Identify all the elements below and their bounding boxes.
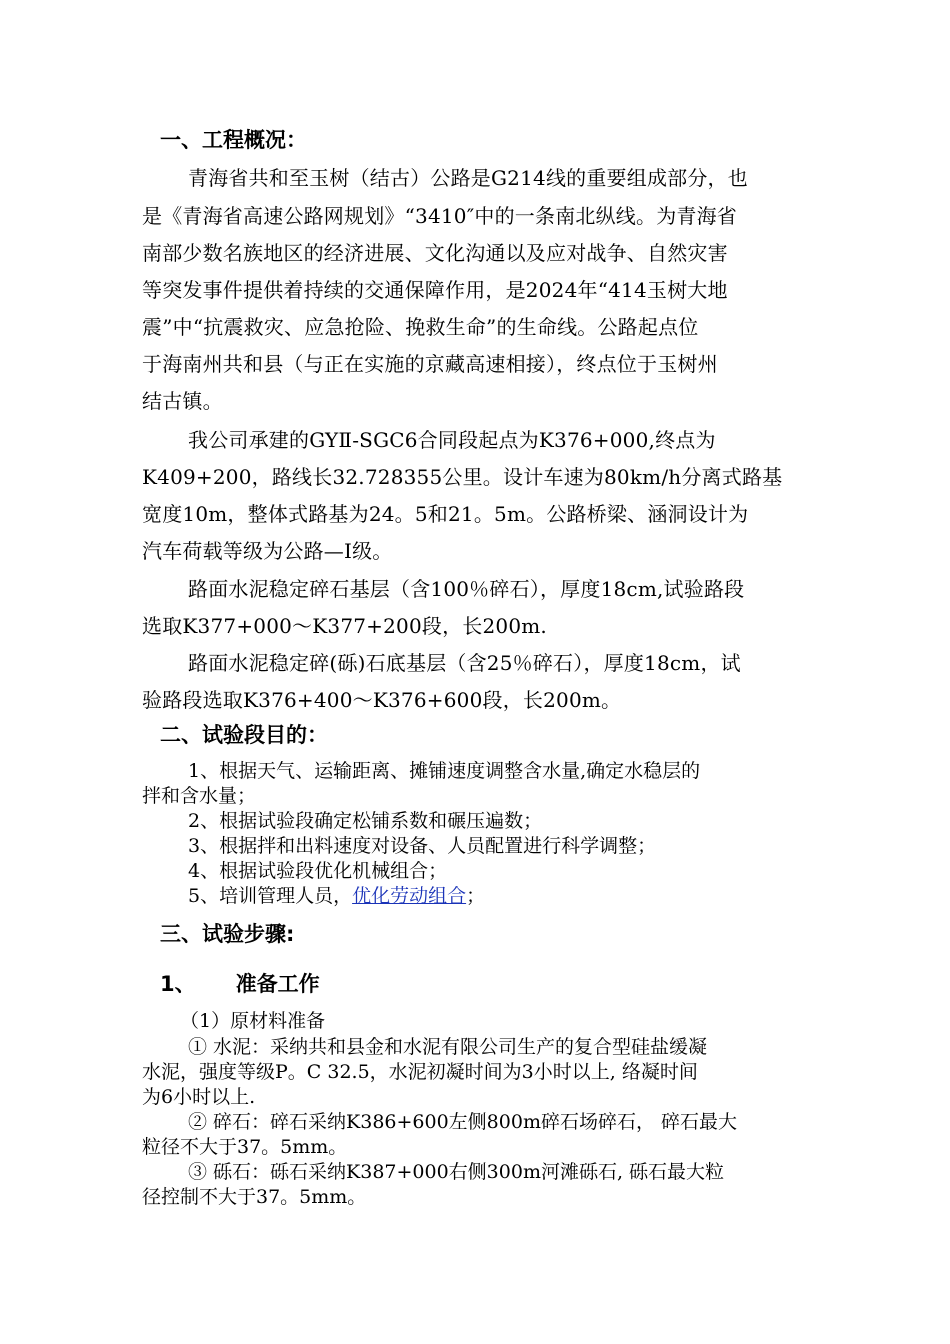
text-line: K409+200，路线长32.728355公里。设计车速为80km/h分离式路基 <box>142 465 783 489</box>
subsection-heading-preparation <box>160 968 320 998</box>
text-line: 南部少数名族地区的经济进展、文化沟通以及应对战争、自然灾害 <box>142 241 728 265</box>
list-item-text: 5、培训管理人员， <box>188 885 353 907</box>
materials-title: （1）原材料准备 <box>180 1010 326 1032</box>
text-line: 为6小时以上. <box>142 1086 256 1108</box>
section-heading-steps: 三、试验步骤: <box>160 922 295 946</box>
text-line: 水泥，强度等级P。C 32.5，水泥初凝时间为3小时以上, 络凝时间 <box>142 1061 698 1083</box>
text-line: 宽度10m，整体式路基为24。5和21。5m。公路桥梁、涵洞设计为 <box>142 502 749 526</box>
text-line: 径控制不大于37。5mm。 <box>142 1186 367 1208</box>
list-item: 4、根据试验段优化机械组合； <box>188 860 448 882</box>
text-line: 路面水泥稳定碎石基层（含100％碎石），厚度18cm,试验路段 <box>188 577 745 601</box>
text-line: 是《青海省高速公路网规划》“3410″中的一条南北纵线。为青海省 <box>142 204 737 228</box>
text-line: 选取K377+000～K377+200段，长200m. <box>142 614 547 638</box>
section-heading-overview: 一、工程概况： <box>160 128 307 152</box>
text-line: 青海省共和至玉树（结古）公路是G214线的重要组成部分，也 <box>188 166 748 190</box>
text-line: 验路段选取K376+400～K376+600段，长200m。 <box>142 688 622 712</box>
text-line: 我公司承建的GYⅡ-SGC6合同段起点为K376+000,终点为 <box>188 428 716 452</box>
list-item: 1、根据天气、运输距离、摊铺速度调整含水量,确定水稳层的 <box>188 760 701 782</box>
section-heading-purpose: 二、试验段目的： <box>160 723 328 747</box>
text-line: 汽车荷载等级为公路—Ⅰ级。 <box>142 539 393 563</box>
subsection-title: 准备工作 <box>235 972 320 996</box>
labor-combination-link[interactable]: 优化劳动组合 <box>352 885 467 907</box>
text-line: ③ 砾石：砾石采纳K387+000右侧300m河滩砾石, 砾石最大粒 <box>188 1161 725 1183</box>
text-line: 结古镇。 <box>142 389 223 413</box>
text-line: ② 碎石：碎石采纳K386+600左侧800m碎石场碎石， 碎石最大 <box>188 1111 738 1133</box>
list-item: 3、根据拌和出料速度对设备、人员配置进行科学调整； <box>188 835 657 857</box>
list-item-text: ； <box>466 885 486 907</box>
text-line: 震”中“抗震救灾、应急抢险、挽救生命”的生命线。公路起点位 <box>142 315 699 339</box>
list-item-continuation: 拌和含水量； <box>142 785 257 807</box>
list-item: 2、根据试验段确定松铺系数和碾压遍数； <box>188 810 543 832</box>
text-line: ① 水泥：采纳共和县金和水泥有限公司生产的复合型硅盐缓凝 <box>188 1036 708 1058</box>
text-line: 于海南州共和县（与正在实施的京藏高速相接），终点位于玉树州 <box>142 352 718 376</box>
text-line: 粒径不大于37。5mm。 <box>142 1136 348 1158</box>
text-line: 路面水泥稳定碎(砾)石底基层（含25％碎石），厚度18cm，试 <box>188 651 741 675</box>
subsection-number: 1、 <box>160 972 196 996</box>
text-line: 等突发事件提供着持续的交通保障作用，是2024年“414玉树大地 <box>142 278 728 302</box>
list-item <box>188 881 485 908</box>
